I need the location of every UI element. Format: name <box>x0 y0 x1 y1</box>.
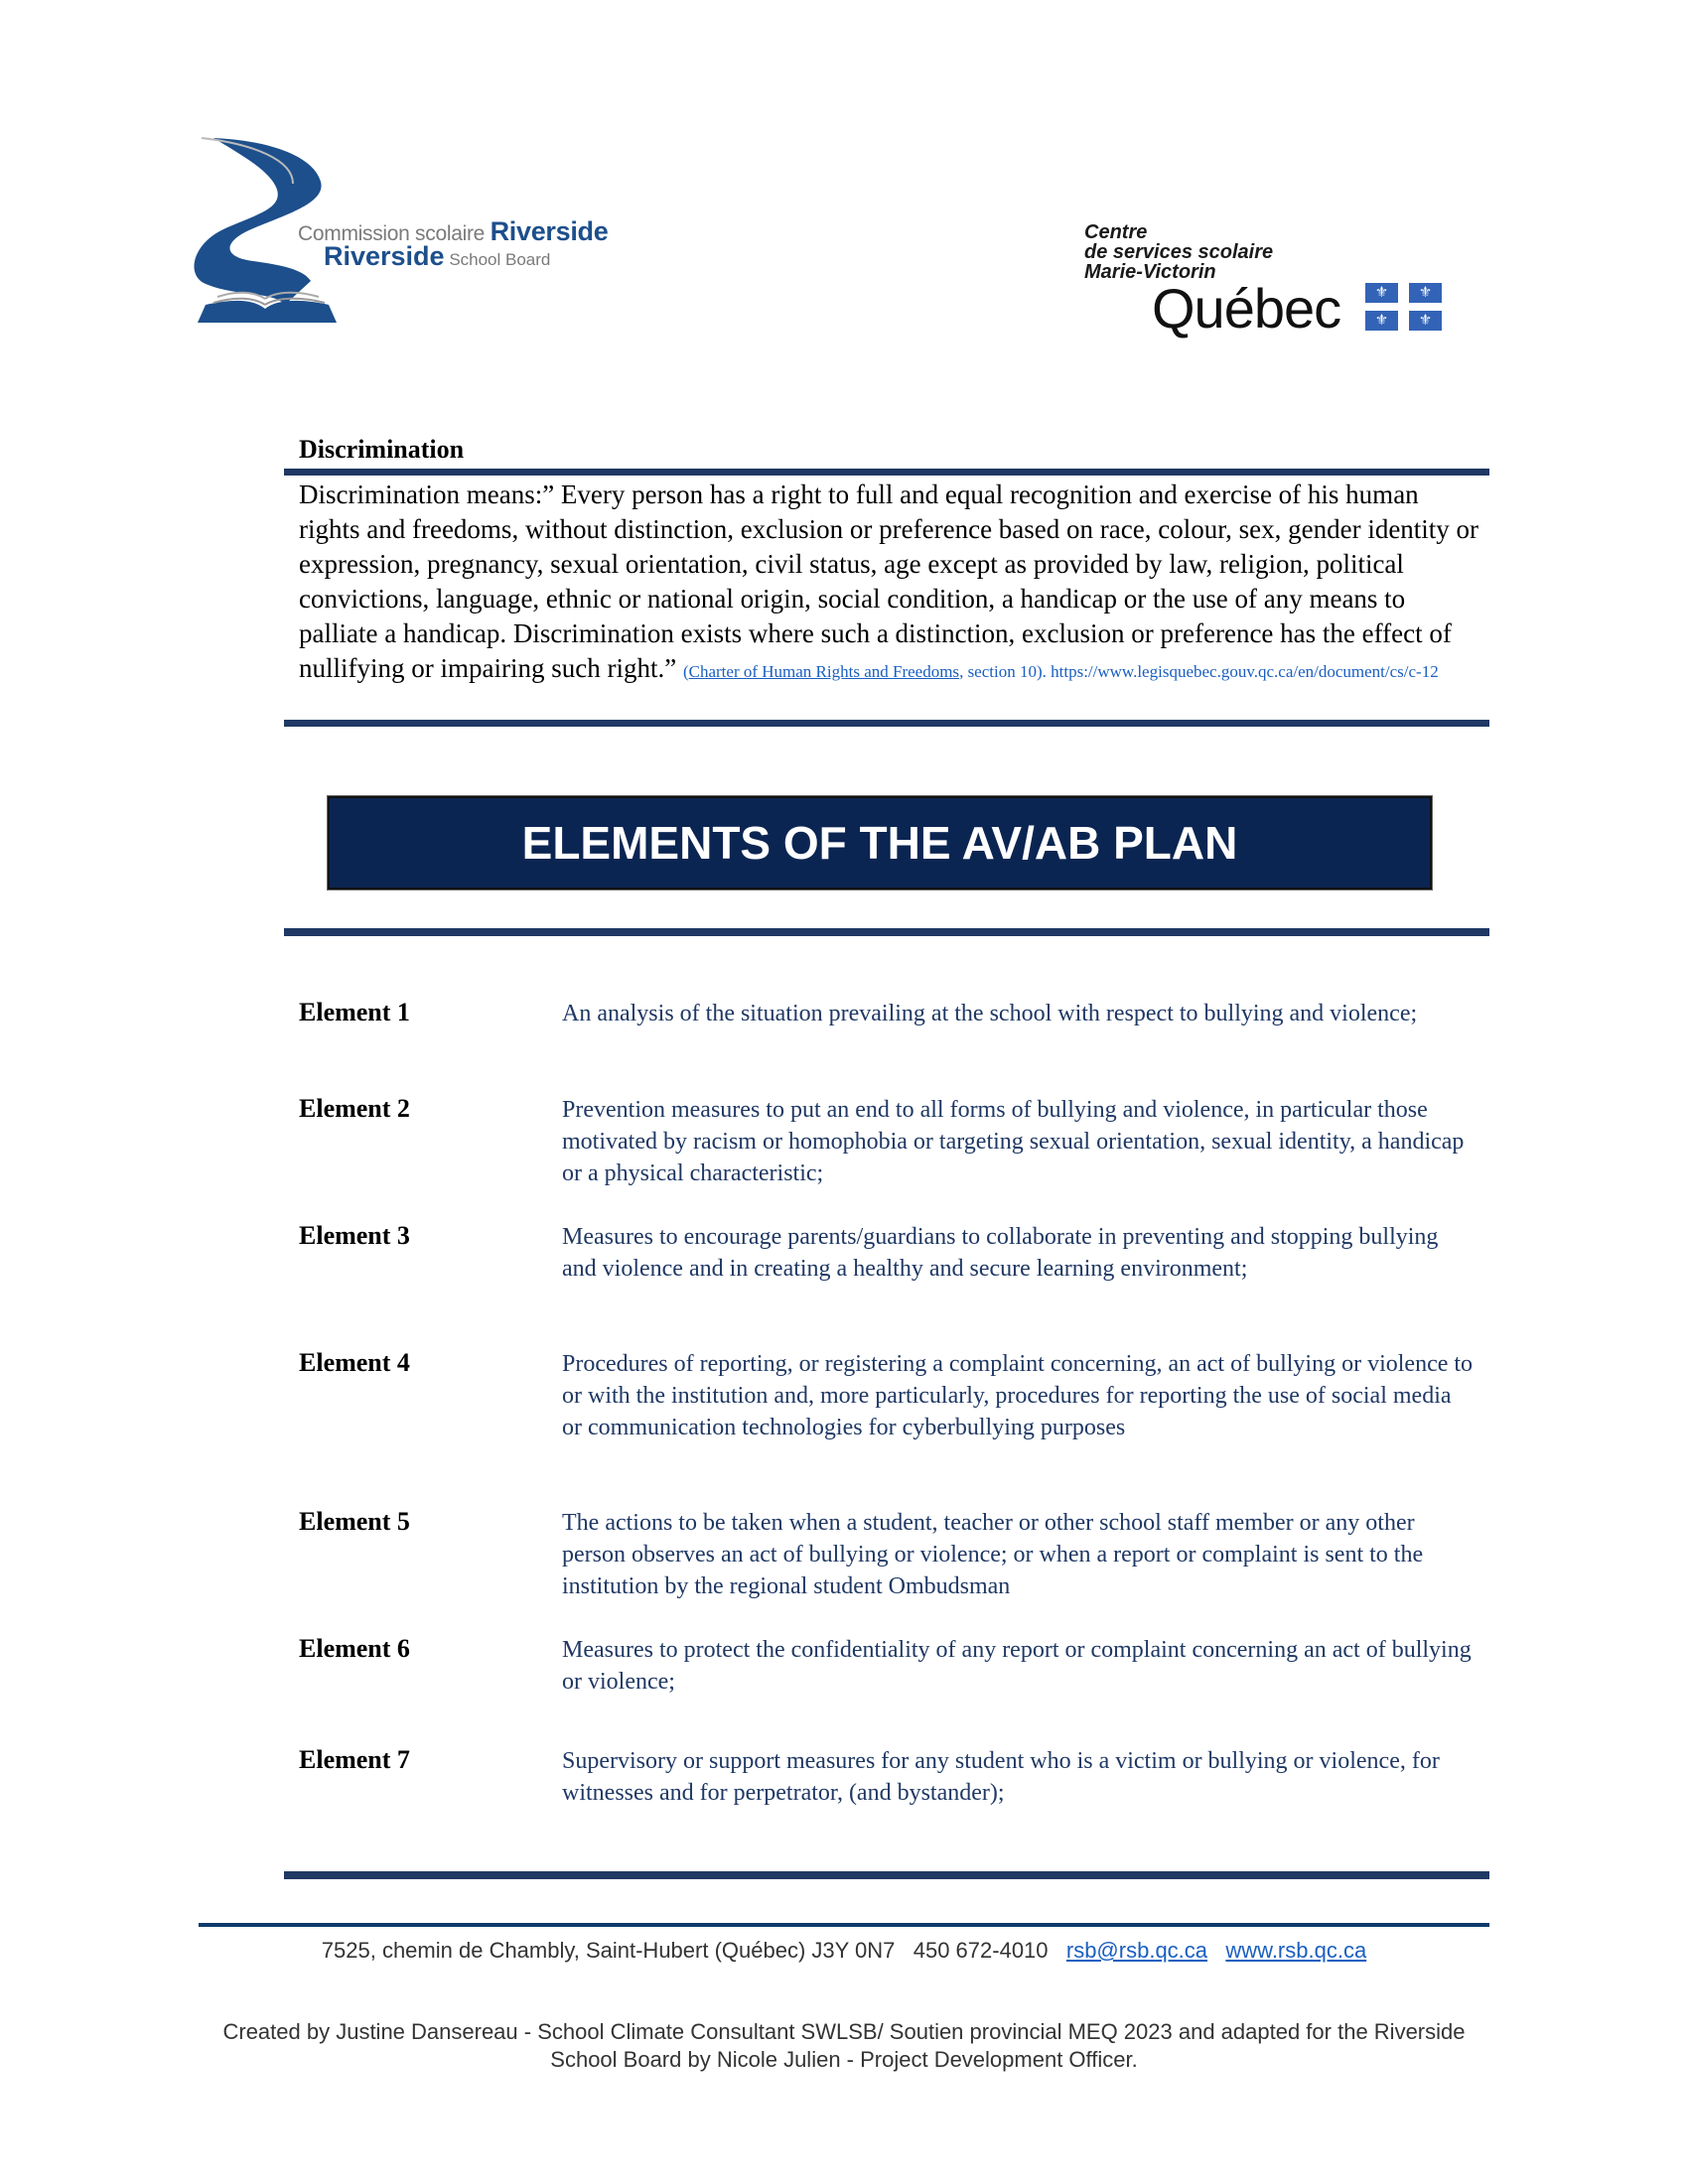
element-label: Element 1 <box>299 998 410 1026</box>
citation-open: ( <box>682 662 689 681</box>
banner-title: ELEMENTS OF THE AV/AB PLAN <box>521 817 1238 869</box>
fleur-de-lis-icon: ⚜ <box>1409 311 1442 331</box>
logo-riverside-en: Riverside <box>324 241 445 271</box>
logo-riverside-fr: Riverside <box>490 216 609 246</box>
fleur-de-lis-icon: ⚜ <box>1365 283 1398 303</box>
footer-phone: 450 672-4010 <box>913 1938 1049 1963</box>
css-marie-victorin-logo <box>1084 222 1273 282</box>
section-divider <box>284 1871 1489 1879</box>
logo-line-2 <box>324 241 550 272</box>
element-description: Measures to encourage parents/guardians to collaborate in preventing and stopping bullying and violence and in creating a healthy and secure learning environment; <box>562 1224 1439 1282</box>
logo-centre: Centre <box>1084 221 1148 243</box>
element-label: Element 4 <box>299 1348 410 1377</box>
element-description: The actions to be taken when a student, teacher or other school staff member or any other person observes an act of bullying or violence; or when a report or complaint is sent to the institution by the regional student Ombudsman <box>562 1510 1424 1599</box>
discrimination-definition <box>299 478 1480 689</box>
element-label: Element 3 <box>299 1221 410 1250</box>
logo-commission-scolaire: Commission scolaire <box>298 222 486 245</box>
charter-link[interactable]: Charter of Human Rights and Freedoms <box>688 662 960 681</box>
element-label: Element 6 <box>299 1634 410 1663</box>
footer-credit: Created by Justine Dansereau - School Climate Consultant SWLSB/ Soutien provincial MEQ 2023 and adapted for the Riverside School Board by Nicole Julien - Project Development Officer. <box>222 2019 1466 2072</box>
fleur-de-lis-icon: ⚜ <box>1365 311 1398 331</box>
discrimination-heading: Discrimination <box>299 435 465 464</box>
logo-school-board: School Board <box>449 250 551 269</box>
elements-banner <box>328 796 1432 889</box>
footer-website-link[interactable]: www.rsb.qc.ca <box>1225 1938 1367 1963</box>
footer-email-link[interactable]: rsb@rsb.qc.ca <box>1065 1938 1208 1963</box>
element-description: Procedures of reporting, or registering a complaint concerning, an act of bullying or violence to or with the institution and, more particularly, procedures for reporting the use of social media or communication technologies for cyberbullying purposes <box>562 1351 1474 1440</box>
section-divider <box>284 928 1489 936</box>
element-label: Element 7 <box>299 1745 410 1774</box>
logo-marie-victorin: Marie-Victorin <box>1084 261 1216 283</box>
section-divider <box>284 469 1489 476</box>
quebec-wordmark: Québec <box>1152 277 1341 340</box>
element-label: Element 2 <box>299 1094 410 1123</box>
fleur-de-lis-icon: ⚜ <box>1409 283 1442 303</box>
citation-rest: , section 10). https://www.legisquebec.gouv.qc.ca/en/document/cs/c-12 <box>959 662 1439 681</box>
quebec-flag-icon <box>1365 283 1445 333</box>
element-description: An analysis of the situation prevailing at the school with respect to bullying and violence; <box>562 1001 1418 1026</box>
element-description: Prevention measures to put an end to all forms of bullying and violence, in particular those motivated by racism or homophobia or targeting sexual orientation, sexual identity, a handicap or a physical characteristic; <box>562 1097 1465 1186</box>
element-description: Supervisory or support measures for any student who is a victim or bullying or violence, for witnesses and for perpetrator, (and bystander); <box>562 1748 1440 1806</box>
footer-contact <box>0 1938 1688 1964</box>
footer-divider <box>199 1923 1489 1927</box>
section-divider <box>284 720 1489 727</box>
citation <box>683 662 1439 681</box>
element-description: Measures to protect the confidentiality of any report or complaint concerning an act of bullying or violence; <box>562 1637 1472 1695</box>
discrimination-text: Discrimination means:” Every person has a right to full and equal recognition and exercise of his human rights and freedoms, without distinction, exclusion or preference based on race, colour, sex, gender identity or expression, pregnancy, sexual orientation, civil status, age except as provided by law, religion, political convictions, language, ethnic or national origin, social condition, a handicap or the use of any means to palliate a handicap. Discrimination exists where such a distinction, exclusion or preference has the effect of nullifying or impairing such right.” <box>299 479 1479 683</box>
footer-address: 7525, chemin de Chambly, Saint-Hubert (Québec) J3Y 0N7 <box>321 1938 896 1963</box>
element-label: Element 5 <box>299 1507 410 1536</box>
logo-services-scolaire: de services scolaire <box>1084 241 1274 263</box>
